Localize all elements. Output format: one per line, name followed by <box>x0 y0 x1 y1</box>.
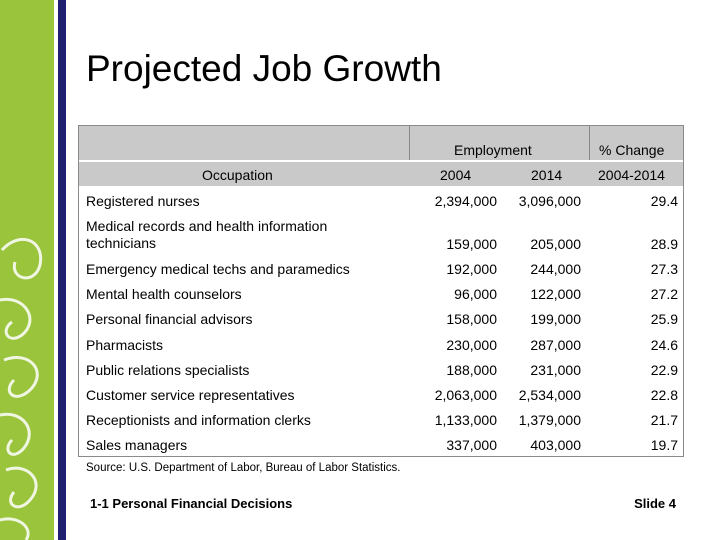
header-employment: Employment <box>454 142 532 158</box>
footer-slide-number: Slide 4 <box>634 496 676 511</box>
header-band-top <box>79 126 683 160</box>
footer-course-title: 1-1 Personal Financial Decisions <box>90 496 293 511</box>
column-divider-occupation <box>409 126 410 160</box>
row-change: 19.7 <box>650 437 678 453</box>
row-change: 27.2 <box>650 286 678 302</box>
row-change: 22.9 <box>650 362 678 378</box>
row-2004: 192,000 <box>446 261 497 277</box>
row-2014: 1,379,000 <box>518 412 581 428</box>
row-occupation: Sales managers <box>86 437 188 453</box>
header-2004-2014: 2004-2014 <box>598 167 665 183</box>
row-2014: 2,534,000 <box>518 387 581 403</box>
row-occupation: Emergency medical techs and paramedics <box>86 261 350 277</box>
row-2014: 244,000 <box>530 261 581 277</box>
row-occupation: Pharmacists <box>86 337 164 353</box>
decorative-left-band <box>0 0 54 540</box>
header-divider <box>79 160 683 162</box>
header-pct-change: % Change <box>599 142 665 158</box>
row-2004: 2,063,000 <box>434 387 497 403</box>
row-change: 25.9 <box>650 311 678 327</box>
row-occupation: Receptionists and information clerks <box>86 412 311 428</box>
row-2004: 158,000 <box>446 311 497 327</box>
row-2004: 337,000 <box>446 437 497 453</box>
row-2014: 205,000 <box>530 236 581 252</box>
row-2014: 403,000 <box>530 437 581 453</box>
slide-title: Projected Job Growth <box>86 48 442 89</box>
swirl-ornament-icon <box>0 0 54 540</box>
row-change: 29.4 <box>650 193 678 209</box>
row-2004: 1,133,000 <box>434 412 497 428</box>
header-occupation: Occupation <box>202 167 273 183</box>
row-2014: 199,000 <box>530 311 581 327</box>
row-2004: 159,000 <box>446 236 497 252</box>
header-2014: 2014 <box>531 167 563 183</box>
row-2004: 96,000 <box>454 286 497 302</box>
row-change: 27.3 <box>650 261 678 277</box>
row-change: 28.9 <box>650 236 678 252</box>
row-occupation: Registered nurses <box>86 193 200 209</box>
header-2004: 2004 <box>440 167 472 183</box>
source-note: Source: U.S. Department of Labor, Bureau of Labor Statistics. <box>86 462 401 474</box>
navy-vertical-rule <box>58 0 66 540</box>
row-2014: 122,000 <box>530 286 581 302</box>
row-change: 24.6 <box>650 337 678 353</box>
row-2014: 231,000 <box>530 362 581 378</box>
row-2014: 3,096,000 <box>518 193 581 209</box>
row-occupation: Customer service representatives <box>86 387 295 403</box>
row-change: 22.8 <box>650 387 678 403</box>
row-occupation: Mental health counselors <box>86 286 242 302</box>
column-divider-change <box>589 126 590 160</box>
row-2004: 2,394,000 <box>434 193 497 209</box>
row-occupation: Personal financial advisors <box>86 311 253 327</box>
row-2004: 230,000 <box>446 337 497 353</box>
row-2004: 188,000 <box>446 362 497 378</box>
header-band-bottom <box>79 162 683 186</box>
row-occupation: Medical records and health information technicians <box>86 218 328 251</box>
row-change: 21.7 <box>650 412 678 428</box>
row-occupation: Public relations specialists <box>86 362 250 378</box>
row-2014: 287,000 <box>530 337 581 353</box>
